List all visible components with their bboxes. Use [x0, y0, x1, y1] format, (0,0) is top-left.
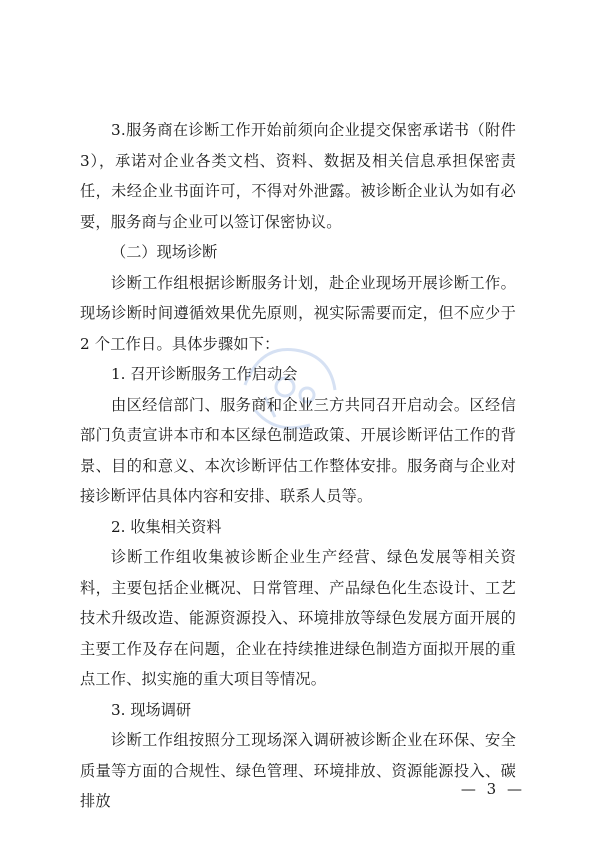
step-heading-site-survey: 3. 现场调研: [111, 700, 192, 719]
paragraph-collect-materials: 诊断工作组收集被诊断企业生产经营、绿色发展等相关资料，主要包括企业概况、日常管理、产品绿色化生态设计、工艺技术升级改造、能源资源投入、环境排放等绿色发展方面开展的主要工作及存在问题，企业在持续推进绿色制造方面拟开展的重点工作、拟实施的重大项目等情况。: [80, 548, 516, 688]
paragraph-onsite-intro: 诊断工作组根据诊断服务计划，赴企业现场开展诊断工作。现场诊断时间遵循效果优先原则，视实际需要而定，但不应少于 2 个工作日。具体步骤如下：: [80, 273, 516, 353]
document-body: [80, 115, 516, 817]
section-heading-onsite-diagnosis: （二）现场诊断: [111, 243, 218, 261]
paragraph-confidentiality: 3.服务商在诊断工作开始前须向企业提交保密承诺书（附件3），承诺对企业各类文档、资料、数据及相关信息承担保密责任，未经企业书面许可，不得对外泄露。被诊断企业认为如有必要，服务商与企业可以签订保密协议。: [80, 121, 516, 231]
page-number: — 3 —: [460, 780, 525, 798]
step-heading-kickoff: 1. 召开诊断服务工作启动会: [111, 365, 298, 383]
step-heading-collect-materials: 2. 收集相关资料: [111, 517, 222, 536]
paragraph-kickoff: 由区经信部门、服务商和企业三方共同召开启动会。区经信部门负责宣讲本市和本区绿色制造政策、开展诊断评估工作的背景、目的和意义、本次诊断评估工作整体安排。服务商与企业对接诊断评估具体内容和安排、联系人员等。: [80, 395, 516, 505]
paragraph-site-survey: 诊断工作组按照分工现场深入调研被诊断企业在环保、安全质量等方面的合规性、绿色管理、环境排放、资源能源投入、碳排放: [80, 731, 516, 810]
